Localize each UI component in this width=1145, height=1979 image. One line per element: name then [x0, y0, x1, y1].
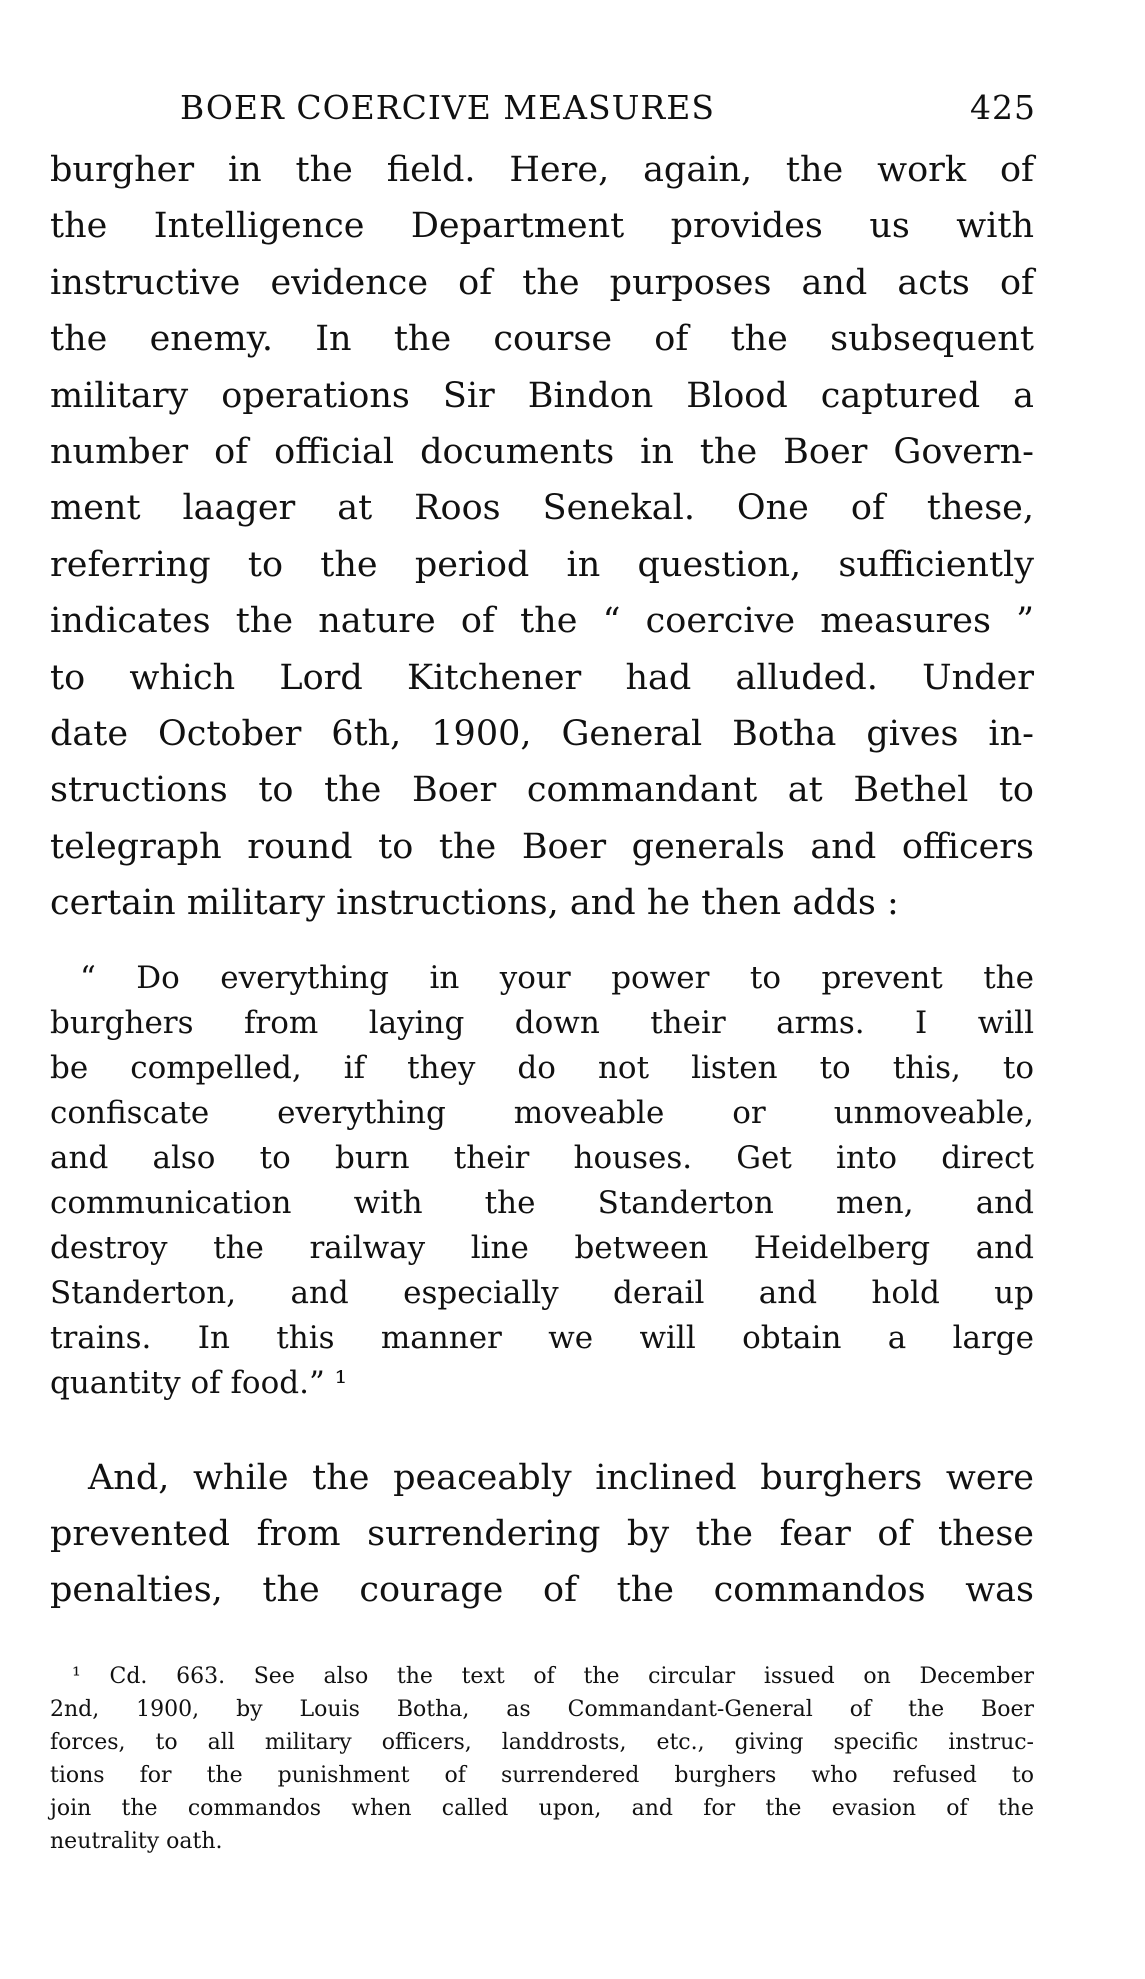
quotation-line: communication with the Standerton men, and [50, 1185, 1034, 1221]
body-text-line: referring to the period in question, sufficiently [50, 544, 1034, 585]
paragraph-line: And, while the peaceably inclined burghers were [88, 1458, 1034, 1498]
body-text-line: ment laager at Roos Senekal. One of these, [50, 488, 1034, 529]
page-number: 425 [970, 88, 1036, 127]
body-text-line: telegraph round to the Boer generals and officers [50, 826, 1034, 867]
quotation-line: “ Do everything in your power to prevent the [80, 960, 1034, 996]
quotation-line: confiscate everything moveable or unmoveable, [50, 1095, 1034, 1131]
body-text-line: date October 6th, 1900, General Botha gives in- [50, 714, 1034, 754]
footnote-line: ¹ Cd. 663. See also the text of the circular issued on December [72, 1664, 1034, 1689]
quotation-line: Standerton, and especially derail and hold up [50, 1275, 1034, 1311]
body-text-line: number of official documents in the Boer Govern- [50, 432, 1034, 472]
running-header-title: BOER COERCIVE MEASURES [180, 88, 715, 127]
quotation-line: destroy the railway line between Heidelberg and [50, 1230, 1034, 1266]
body-text-line: certain military instructions, and he then adds : [50, 883, 899, 924]
body-text-line: structions to the Boer commandant at Bethel to [50, 770, 1034, 811]
paragraph-line: penalties, the courage of the commandos was [50, 1570, 1034, 1610]
body-text-line: burgher in the field. Here, again, the work of [50, 150, 1034, 190]
footnote-line: neutrality oath. [50, 1829, 223, 1854]
body-text-line: instructive evidence of the purposes and acts of [50, 262, 1034, 303]
quotation-line: and also to burn their houses. Get into direct [50, 1140, 1034, 1176]
quotation-line: quantity of food.” ¹ [50, 1365, 348, 1401]
footnote-line: 2nd, 1900, by Louis Botha, as Commandant-General of the Boer [50, 1697, 1034, 1722]
footnote-line: forces, to all military officers, landdrosts, etc., giving specific instruc- [50, 1730, 1034, 1755]
paragraph-line: prevented from surrendering by the fear of these [50, 1514, 1034, 1554]
footnote-line: tions for the punishment of surrendered burghers who refused to [50, 1763, 1034, 1788]
quotation-line: trains. In this manner we will obtain a large [50, 1320, 1034, 1356]
body-text-line: indicates the nature of the “ coercive measures ” [50, 601, 1034, 642]
footnote-line: join the commandos when called upon, and for the evasion of the [50, 1796, 1034, 1821]
body-text-line: the Intelligence Department provides us with [50, 206, 1034, 247]
quotation-line: be compelled, if they do not listen to this, to [50, 1050, 1034, 1086]
body-text-line: the enemy. In the course of the subsequent [50, 319, 1034, 360]
body-text-line: military operations Sir Bindon Blood captured a [50, 375, 1034, 416]
quotation-line: burghers from laying down their arms. I will [50, 1005, 1034, 1041]
body-text-line: to which Lord Kitchener had alluded. Under [50, 657, 1034, 698]
